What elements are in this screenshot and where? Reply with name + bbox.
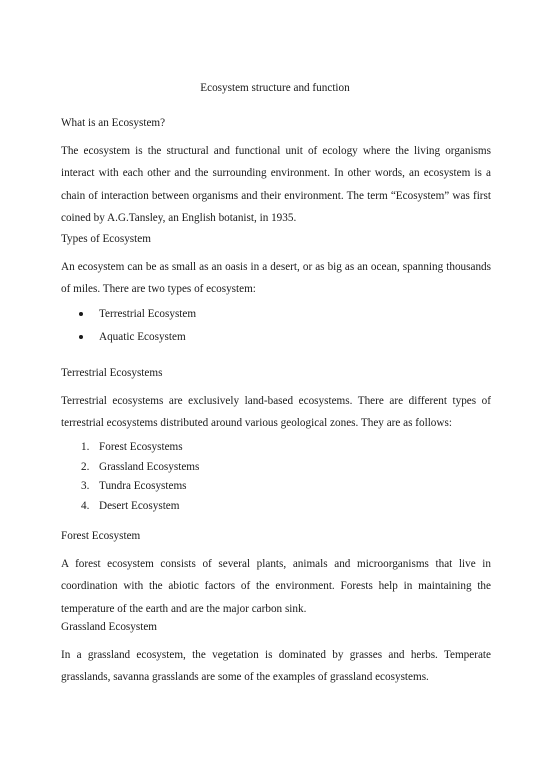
list-number: 1. bbox=[81, 441, 90, 453]
document-title: Ecosystem structure and function bbox=[200, 82, 350, 94]
paragraph-line: terrestrial ecosystems distributed around various geological zones. They are as follows: bbox=[61, 417, 452, 430]
section-heading-types-of-ecosystem: Types of Ecosystem bbox=[61, 233, 151, 245]
paragraph-line: chain of interaction between organisms and their environment. The term “Ecosystem” was first bbox=[61, 189, 491, 202]
ecosystem-types-bullet-list bbox=[61, 307, 196, 353]
bullet-item-label: Terrestrial Ecosystem bbox=[99, 308, 197, 320]
list-number: 3. bbox=[81, 480, 90, 493]
paragraph-line: In a grassland ecosystem, the vegetation is dominated by grasses and herbs. Temperate bbox=[61, 649, 491, 661]
paragraph-line: of miles. There are two types of ecosystem: bbox=[61, 283, 256, 296]
numbered-item-label: Tundra Ecosystems bbox=[99, 480, 187, 493]
paragraph-what-is-ecosystem bbox=[61, 140, 491, 230]
paragraph-line: temperature of the earth and are the major carbon sink. bbox=[61, 602, 307, 615]
bullet-item bbox=[61, 330, 196, 344]
paragraph-line: The ecosystem is the structural and functional unit of ecology where the living organisms bbox=[61, 145, 491, 157]
numbered-item-label: Desert Ecosystem bbox=[99, 499, 180, 512]
numbered-item bbox=[61, 440, 199, 454]
numbered-item-label: Grassland Ecosystems bbox=[99, 460, 200, 473]
paragraph-grassland-ecosystem bbox=[61, 644, 491, 689]
paragraph-line: coined by A.G.Tansley, an English botanist, in 1935. bbox=[61, 212, 297, 225]
numbered-item-label: Forest Ecosystems bbox=[99, 441, 183, 453]
section-heading-grassland-ecosystem: Grassland Ecosystem bbox=[61, 621, 158, 633]
list-number: 4. bbox=[81, 499, 90, 512]
bullet-item-label: Aquatic Ecosystem bbox=[99, 330, 186, 343]
list-number: 2. bbox=[81, 460, 90, 473]
numbered-item bbox=[61, 499, 199, 513]
numbered-item bbox=[61, 460, 199, 474]
numbered-item bbox=[61, 479, 199, 493]
paragraph-line: grasslands, savanna grasslands are some of the examples of grassland ecosystems. bbox=[61, 671, 429, 684]
paragraph-line: interact with each other and the surrounding environment. In other words, an ecosystem is a bbox=[61, 167, 491, 180]
paragraph-line: Terrestrial ecosystems are exclusively land-based ecosystems. There are different types of bbox=[61, 395, 491, 407]
section-heading-terrestrial-ecosystems: Terrestrial Ecosystems bbox=[61, 367, 163, 379]
paragraph-types-of-ecosystem bbox=[61, 256, 491, 301]
section-heading-what-is-ecosystem: What is an Ecosystem? bbox=[61, 117, 166, 129]
bullet-dot-icon bbox=[79, 335, 83, 339]
bullet-item bbox=[61, 307, 196, 321]
paragraph-forest-ecosystem bbox=[61, 553, 491, 620]
section-heading-forest-ecosystem: Forest Ecosystem bbox=[61, 530, 141, 542]
paragraph-line: An ecosystem can be as small as an oasis in a desert, or as big as an ocean, spanning thousands bbox=[61, 261, 491, 273]
paragraph-terrestrial-ecosystems bbox=[61, 390, 491, 435]
paragraph-line: A forest ecosystem consists of several plants, animals and microorganisms that live in bbox=[61, 558, 491, 570]
paragraph-line: coordination with the abiotic factors of the environment. Forests help in maintaining the bbox=[61, 580, 491, 593]
terrestrial-types-numbered-list bbox=[61, 440, 199, 518]
bullet-dot-icon bbox=[79, 312, 83, 316]
